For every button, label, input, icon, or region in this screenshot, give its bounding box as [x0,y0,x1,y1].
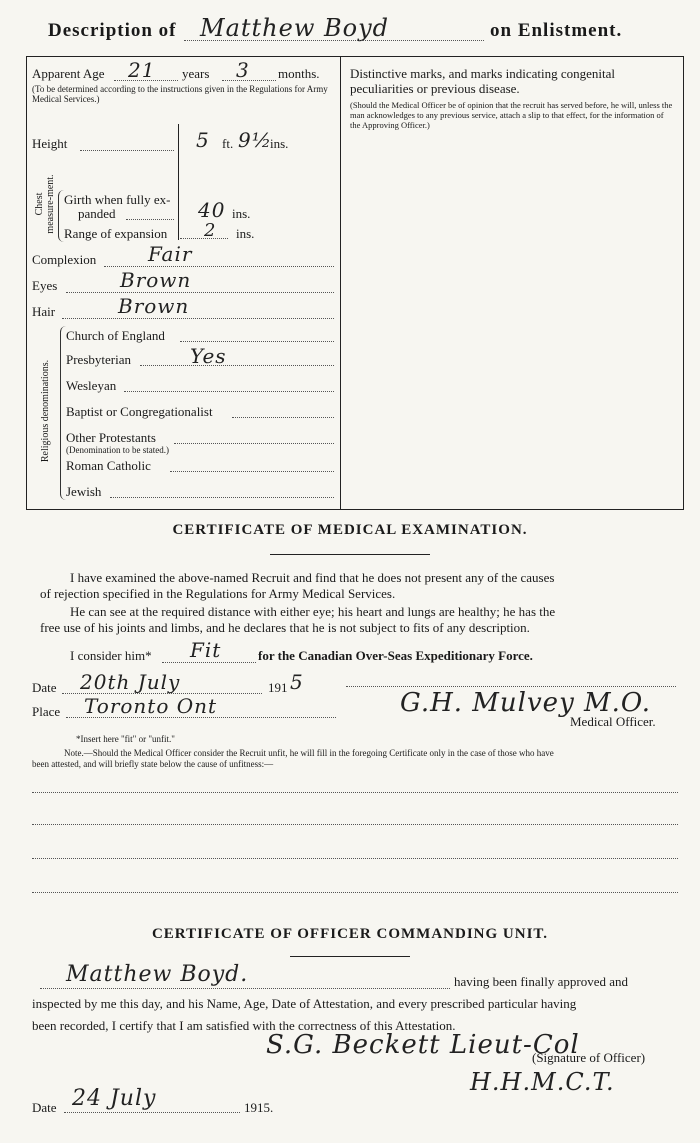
commanding-line2: inspected by me this day, and his Name, Age, Date of Attestation, and every prescribed particular having [32,996,577,1011]
med-year-value: 5 [290,670,304,694]
hair-value: Brown [118,294,190,318]
religion-dots-5 [170,471,334,472]
eyes-value: Brown [120,268,192,292]
measure-column-line [178,124,179,240]
title-suffix: on Enlistment. [490,20,623,41]
med-place-value: Toronto Ont [84,694,218,718]
title-dots [184,40,484,41]
medical-para2-b: free use of his joints and limbs, and he declares that he is not subject to fits of any description. [40,620,530,635]
medical-para1-b: of rejection specified in the Regulations for Army Medical Services. [40,586,396,601]
religion-jewish: Jewish [66,484,102,499]
religion-baptist: Baptist or Congregationalist [66,404,213,419]
commanding-date-label: Date [32,1100,57,1115]
religion-roman-catholic: Roman Catholic [66,458,151,473]
age-months-dots [222,80,276,81]
hair-label: Hair [32,304,56,319]
box-divider [340,56,341,510]
complexion-dots [104,266,334,267]
range-value: 2 [204,220,217,241]
unfit-line-3 [32,858,678,859]
range-label: Range of expansion [64,226,168,241]
presbyterian-value: Yes [190,344,227,368]
consider-label: I consider him* [70,648,152,663]
commanding-date-dots [64,1112,240,1113]
religion-side-label: Religious denominations. [40,359,51,463]
age-note: (To be determined according to the instructions given in the Regulations for Army Medical Services.) [32,84,328,104]
height-label: Height [32,136,68,151]
religion-dots-0 [180,341,334,342]
commanding-date-value: 24 July [72,1086,157,1111]
medical-heading-rule [270,554,430,555]
commanding-signature: S.G. Beckett Lieut-Col [266,1030,580,1060]
med-date-label: Date [32,680,57,695]
distinctive-label-2: peculiarities or previous disease. [350,81,520,96]
height-dots [80,150,174,151]
commanding-heading-rule [290,956,410,957]
age-years-dots [114,80,178,81]
height-inches: 9½ [238,128,273,152]
religion-other-protestants: Other Protestants [66,430,156,445]
med-date-value: 20th July [80,670,181,694]
girth-label-2: panded [78,206,116,221]
complexion-label: Complexion [32,252,97,267]
medical-para1-a: I have examined the above-named Recruit and find that he does not present any of the causes [70,570,555,585]
religion-dots-1 [140,365,334,366]
religion-dots-2 [124,391,334,392]
title-prefix: Description of [48,20,177,41]
medical-officer-label: Medical Officer. [570,714,656,729]
age-label: Apparent Age [32,66,105,81]
religion-wesleyan: Wesleyan [66,378,117,393]
medical-para2-a: He can see at the required distance with either eye; his heart and lungs are healthy; he has the [70,604,556,619]
med-sig-dots-top [346,686,676,687]
medical-signature: G.H. Mulvey M.O. [400,688,651,718]
consider-suffix: for the Canadian Over-Seas Expeditionary Force. [258,648,533,663]
commanding-line1-suffix: having been finally approved and [454,974,628,989]
chest-side-label: Chest measure-ment. [34,174,56,234]
religion-presbyterian: Presbyterian [66,352,131,367]
girth-dots [126,219,174,220]
med-year-prefix: 191 [268,680,288,695]
distinctive-label-1: Distinctive marks, and marks indicating congenital [350,66,615,81]
girth-value: 40 [198,198,226,222]
ins-label: ins. [270,136,289,151]
age-years: 21 [128,58,156,82]
signature-of-officer-label: (Signature of Officer) [532,1050,646,1065]
consider-dots [162,662,256,663]
insert-note: *Insert here "fit" or "unfit." [76,734,175,744]
unfit-line-4 [32,892,678,893]
commanding-signature-2: H.H.M.C.T. [470,1068,615,1096]
months-label: months. [278,66,320,81]
medical-heading: CERTIFICATE OF MEDICAL EXAMINATION. [172,522,528,538]
med-place-label: Place [32,704,61,719]
unfit-note-a: Note.—Should the Medical Officer consider the Recruit unfit, he will fill in the foregoing Certificate only in the case of those who have [64,748,554,758]
unfit-line-2 [32,824,678,825]
commanding-name-dots [40,988,450,989]
distinctive-note: (Should the Medical Officer be of opinion that the recruit has served before, he will, unless the man acknowledges to any previous service, attach a slip to that effect, for the information of the Approving Officer.) [350,100,673,130]
commanding-year: 1915. [244,1100,274,1115]
eyes-dots [66,292,334,293]
religion-dots-6 [110,497,334,498]
girth-label-1: Girth when fully ex- [64,192,171,207]
commanding-line3: been recorded, I certify that I am satisfied with the correctness of this Attestation. [32,1018,456,1033]
eyes-label: Eyes [32,278,58,293]
complexion-value: Fair [148,242,193,266]
religion-church-england: Church of England [66,328,165,343]
commanding-heading: CERTIFICATE OF OFFICER COMMANDING UNIT. [151,926,549,942]
unfit-line-1 [32,792,678,793]
commanding-name-value: Matthew Boyd. [66,962,249,987]
height-feet: 5 [196,128,210,152]
religion-other-note: (Denomination to be stated.) [66,445,169,455]
religion-dots-3 [232,417,334,418]
religion-dots-4 [174,443,334,444]
recruit-name: Matthew Boyd [200,14,390,42]
hair-dots [62,318,334,319]
unfit-note-b: been attested, and will briefly state below the cause of unfitness:— [32,759,274,769]
range-ins-label: ins. [236,226,255,241]
girth-ins-label: ins. [232,206,251,221]
age-months: 3 [236,58,250,82]
consider-value: Fit [190,638,222,662]
ft-label: ft. [222,136,234,151]
years-label: years [182,66,210,81]
